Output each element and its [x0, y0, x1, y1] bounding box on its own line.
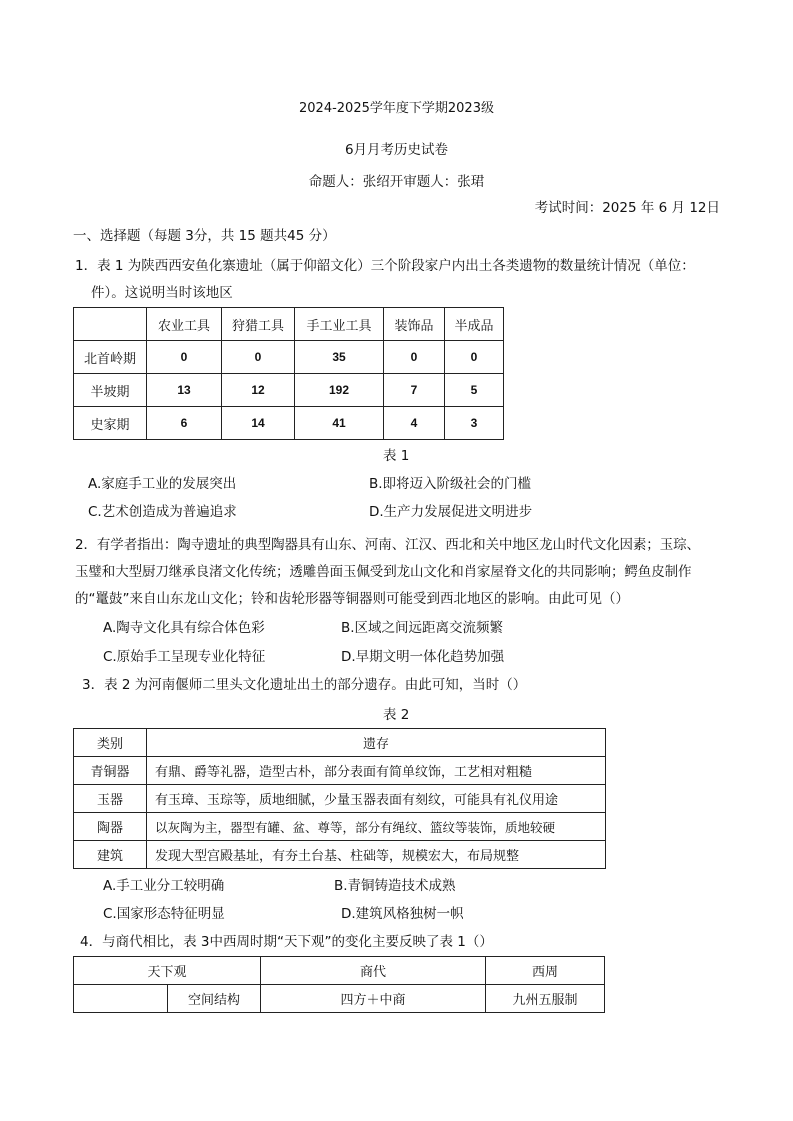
table-cell: 6 — [147, 407, 222, 440]
table-cell — [74, 985, 168, 1013]
table-cell: 商代 — [261, 957, 486, 985]
table-cell: 3 — [445, 407, 504, 440]
table-cell: 192 — [295, 374, 384, 407]
table-row — [74, 985, 605, 1013]
table-cell: 史家期 — [74, 407, 147, 440]
table-header-row — [74, 729, 606, 757]
q3-table — [73, 728, 606, 869]
q3-option-a[interactable]: A.手工业分工较明确 — [103, 878, 225, 894]
table-cell: 手工业工具 — [295, 308, 384, 341]
table-cell: 以灰陶为主，器型有罐、盆、尊等，部分有绳纹、篮纹等装饰，质地较硬 — [147, 813, 606, 841]
table-cell — [74, 308, 147, 341]
table-cell: 12 — [222, 374, 295, 407]
q2-stem-line2: 玉璧和大型厨刀继承良渚文化传统；透雕兽面玉佩受到龙山文化和肖家屋脊文化的共同影响；鳄鱼皮制作 — [75, 564, 692, 580]
q1-option-c[interactable]: C.艺术创造成为普遍追求 — [88, 504, 237, 520]
table-cell: 半成品 — [445, 308, 504, 341]
table-cell: 遗存 — [147, 729, 606, 757]
table-cell: 空间结构 — [168, 985, 261, 1013]
q2-option-c[interactable]: C.原始手工呈现专业化特征 — [103, 649, 266, 665]
table-cell: 九州五服制 — [486, 985, 605, 1013]
q4-stem: 4．与商代相比，表 3中西周时期“天下观”的变化主要反映了表 1（） — [80, 934, 493, 950]
table-cell: 装饰品 — [384, 308, 445, 341]
table-cell: 陶器 — [74, 813, 147, 841]
q1-option-a[interactable]: A.家庭手工业的发展突出 — [88, 476, 237, 492]
table-cell: 0 — [384, 341, 445, 374]
table-row — [74, 841, 606, 869]
table-cell: 13 — [147, 374, 222, 407]
table-row — [74, 341, 504, 374]
q1-table-caption: 表 1 — [383, 448, 410, 464]
table-cell: 半坡期 — [74, 374, 147, 407]
table-row — [74, 813, 606, 841]
table-cell: 35 — [295, 341, 384, 374]
q2-option-b[interactable]: B.区域之间远距离交流频繁 — [341, 620, 504, 636]
q2-stem-line3: 的“鼍鼓”来自山东龙山文化；铃和齿轮形器等铜器则可能受到西北地区的影响。由此可见（） — [75, 591, 629, 607]
table-cell: 5 — [445, 374, 504, 407]
table-row — [74, 407, 504, 440]
table-cell: 西周 — [486, 957, 605, 985]
table-header-row — [74, 308, 504, 341]
q1-option-b[interactable]: B.即将迈入阶级社会的门槛 — [369, 476, 532, 492]
q3-stem: 3．表 2 为河南偃师二里头文化遗址出土的部分遗存。由此可知，当时（） — [82, 677, 527, 693]
table-header-row — [74, 957, 605, 985]
table-cell: 0 — [147, 341, 222, 374]
q1-table — [73, 307, 504, 440]
table-cell: 建筑 — [74, 841, 147, 869]
table-row — [74, 374, 504, 407]
q1-stem-line2: 件）。这说明当时该地区 — [91, 285, 233, 301]
table-cell: 有鼎、爵等礼器，造型古朴，部分表面有简单纹饰，工艺相对粗糙 — [147, 757, 606, 785]
table-cell: 发现大型宫殿基址，有夯土台基、柱础等，规模宏大，布局规整 — [147, 841, 606, 869]
table-cell: 有玉璋、玉琮等，质地细腻，少量玉器表面有刻纹，可能具有礼仪用途 — [147, 785, 606, 813]
table-cell: 农业工具 — [147, 308, 222, 341]
exam-time: 考试时间：2025 年 6 月 12日 — [534, 200, 720, 216]
table-row — [74, 785, 606, 813]
table-cell: 4 — [384, 407, 445, 440]
q2-stem-line1: 2．有学者指出：陶寺遗址的典型陶器具有山东、河南、江汉、西北和关中地区龙山时代文化因素；玉琮、 — [75, 537, 700, 553]
table-cell: 玉器 — [74, 785, 147, 813]
q3-option-b[interactable]: B.青铜铸造技术成熟 — [334, 878, 456, 894]
table-cell: 41 — [295, 407, 384, 440]
table-cell: 北首岭期 — [74, 341, 147, 374]
q3-option-c[interactable]: C.国家形态特征明显 — [103, 906, 225, 922]
table-cell: 7 — [384, 374, 445, 407]
q4-table — [73, 956, 605, 1013]
table-cell: 0 — [445, 341, 504, 374]
q1-stem-line1: 1．表 1 为陕西西安鱼化寨遗址（属于仰韶文化）三个阶段家户内出土各类遗物的数量统计情况（单位： — [75, 258, 695, 274]
exam-title-line1: 2024-2025学年度下学期2023级 — [299, 101, 494, 116]
section-heading: 一、选择题（每题 3分，共 15 题共45 分） — [73, 228, 336, 244]
q1-option-d[interactable]: D.生产力发展促进文明进步 — [369, 504, 533, 520]
table-cell: 青铜器 — [74, 757, 147, 785]
table-cell: 狩猎工具 — [222, 308, 295, 341]
q3-table-caption: 表 2 — [383, 707, 410, 723]
q3-option-d[interactable]: D.建筑风格独树一帜 — [341, 906, 464, 922]
table-row — [74, 757, 606, 785]
q2-option-d[interactable]: D.早期文明一体化趋势加强 — [341, 649, 505, 665]
exam-title-line2: 6月月考历史试卷 — [344, 142, 449, 158]
q2-option-a[interactable]: A.陶寺文化具有综合体色彩 — [103, 620, 265, 636]
table-cell: 0 — [222, 341, 295, 374]
table-cell: 四方＋中商 — [261, 985, 486, 1013]
table-cell: 类别 — [74, 729, 147, 757]
exam-authors: 命题人：张绍开审题人：张珺 — [308, 174, 485, 190]
table-cell: 天下观 — [74, 957, 261, 985]
table-cell: 14 — [222, 407, 295, 440]
